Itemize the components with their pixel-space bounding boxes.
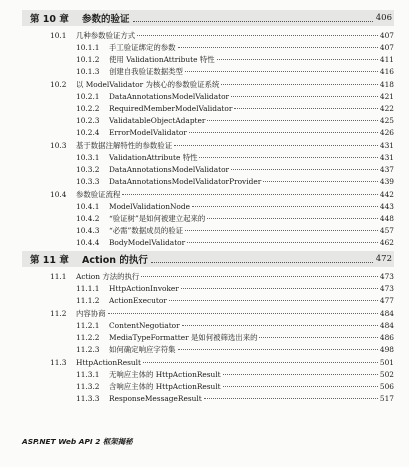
section-title: 几种参数验证方式 bbox=[76, 31, 136, 40]
leader-dots bbox=[181, 288, 378, 289]
page-number: 439 bbox=[379, 177, 394, 186]
page-number: 431 bbox=[379, 153, 394, 162]
leader-dots bbox=[141, 276, 378, 277]
section-title: 参数验证流程 bbox=[76, 190, 121, 199]
leader-dots bbox=[234, 108, 378, 109]
page-number: 431 bbox=[379, 141, 394, 150]
subsection-entry[interactable] bbox=[76, 103, 394, 114]
subsection-number: 10.4.2 bbox=[76, 214, 100, 223]
subsection-number: 10.1.3 bbox=[76, 67, 100, 76]
subsection-number: 10.2.1 bbox=[76, 92, 100, 101]
subsection-number: 11.1.2 bbox=[76, 296, 100, 305]
section-number: 10.1 bbox=[50, 31, 67, 40]
leader-dots bbox=[259, 337, 377, 338]
subsection-entry[interactable] bbox=[76, 295, 394, 306]
subsection-number: 10.2.3 bbox=[76, 116, 100, 125]
subsection-title: 使用 ValidationAttribute 特性 bbox=[109, 55, 215, 64]
subsection-entry[interactable] bbox=[76, 381, 394, 392]
page-number: 462 bbox=[379, 238, 394, 247]
leader-dots bbox=[223, 374, 378, 375]
subsection-number: 11.1.1 bbox=[76, 284, 100, 293]
leader-dots bbox=[207, 120, 377, 121]
section-title: HttpActionResult bbox=[76, 358, 141, 367]
subsection-entry[interactable] bbox=[76, 91, 394, 102]
chapter-page: 406 bbox=[375, 13, 392, 23]
subsection-entry[interactable] bbox=[76, 152, 394, 163]
section-title: Action 方法的执行 bbox=[76, 272, 140, 281]
leader-dots bbox=[178, 47, 378, 48]
page-number: 473 bbox=[379, 284, 394, 293]
chapter-number: 第 11 章 bbox=[30, 255, 69, 266]
section-number: 11.1 bbox=[50, 272, 67, 281]
section-number: 11.3 bbox=[50, 358, 67, 367]
subsection-entry[interactable] bbox=[76, 344, 394, 355]
subsection-number: 10.3.2 bbox=[76, 165, 100, 174]
subsection-entry[interactable] bbox=[76, 54, 394, 65]
subsection-number: 10.2.4 bbox=[76, 128, 100, 137]
chapter-heading bbox=[22, 10, 394, 26]
subsection-entry[interactable] bbox=[76, 237, 394, 248]
subsection-entry[interactable] bbox=[76, 393, 394, 404]
leader-dots bbox=[143, 362, 378, 363]
page-number: 484 bbox=[379, 309, 394, 318]
subsection-entry[interactable] bbox=[76, 164, 394, 175]
chapter-title: Action 的执行 bbox=[82, 255, 148, 266]
subsection-title: “验证树”是如何被建立起来的 bbox=[109, 214, 206, 223]
section-number: 11.2 bbox=[50, 309, 67, 318]
leader-dots bbox=[223, 386, 378, 387]
page-number: 473 bbox=[379, 272, 394, 281]
leader-dots bbox=[182, 325, 378, 326]
subsection-title: ActionExecutor bbox=[109, 296, 167, 305]
subsection-entry[interactable] bbox=[76, 332, 394, 343]
page-number: 437 bbox=[379, 165, 394, 174]
page-number: 407 bbox=[379, 43, 394, 52]
leader-dots bbox=[217, 59, 378, 60]
subsection-title: 无响应主体的 HttpActionResult bbox=[109, 370, 221, 379]
subsection-entry[interactable] bbox=[76, 283, 394, 294]
subsection-title: 创建自我验证数据类型 bbox=[109, 67, 183, 76]
subsection-title: DataAnnotationsModelValidator bbox=[109, 165, 230, 174]
page-number: 501 bbox=[379, 358, 394, 367]
subsection-title: MediaTypeFormatter 是如何被筛选出来的 bbox=[109, 333, 258, 342]
section-title: 以 ModelValidator 为核心的参数验证系统 bbox=[76, 80, 220, 89]
subsection-title: “必需”数据成员的验证 bbox=[109, 226, 184, 235]
subsection-number: 11.2.2 bbox=[76, 333, 100, 342]
leader-dots bbox=[122, 194, 378, 195]
subsection-number: 11.3.1 bbox=[76, 370, 100, 379]
leader-dots bbox=[185, 71, 378, 72]
subsection-number: 10.4.1 bbox=[76, 202, 100, 211]
leader-dots bbox=[231, 169, 378, 170]
page-number: 418 bbox=[379, 80, 394, 89]
subsection-title: BodyModelValidator bbox=[109, 238, 186, 247]
subsection-number: 11.2.3 bbox=[76, 345, 100, 354]
leader-dots bbox=[108, 313, 378, 314]
page-number: 443 bbox=[379, 202, 394, 211]
subsection-title: ValidatableObjectAdapter bbox=[109, 116, 206, 125]
leader-dots bbox=[185, 230, 378, 231]
page-number: 457 bbox=[379, 226, 394, 235]
subsection-number: 10.1.2 bbox=[76, 55, 100, 64]
page-number: 517 bbox=[379, 394, 394, 403]
section-entry[interactable] bbox=[50, 357, 394, 368]
subsection-number: 11.3.2 bbox=[76, 382, 100, 391]
chapter-title: 参数的验证 bbox=[82, 14, 130, 25]
leader-dots bbox=[263, 181, 378, 182]
leader-dots bbox=[207, 218, 378, 219]
leader-dots bbox=[221, 84, 378, 85]
subsection-entry[interactable] bbox=[76, 320, 394, 331]
subsection-number: 10.2.2 bbox=[76, 104, 100, 113]
chapter-heading bbox=[22, 251, 394, 267]
subsection-number: 10.3.1 bbox=[76, 153, 100, 162]
subsection-entry[interactable] bbox=[76, 176, 394, 187]
subsection-entry[interactable] bbox=[76, 213, 394, 224]
page-number: 486 bbox=[379, 333, 394, 342]
subsection-number: 10.1.1 bbox=[76, 43, 100, 52]
leader-dots bbox=[204, 398, 378, 399]
subsection-title: ErrorModelValidator bbox=[109, 128, 187, 137]
leader-dots bbox=[178, 349, 378, 350]
subsection-entry[interactable] bbox=[76, 201, 394, 212]
subsection-title: DataAnnotationsModelValidator bbox=[109, 92, 230, 101]
page-number: 411 bbox=[379, 55, 394, 64]
subsection-number: 10.3.3 bbox=[76, 177, 100, 186]
section-title: 基于数据注解特性的参数验证 bbox=[76, 141, 173, 150]
section-entry[interactable] bbox=[50, 140, 394, 151]
page-number: 426 bbox=[379, 128, 394, 137]
page-number: 502 bbox=[379, 370, 394, 379]
subsection-title: ValidationAttribute 特性 bbox=[109, 153, 198, 162]
subsection-number: 11.3.3 bbox=[76, 394, 100, 403]
section-title: 内容协商 bbox=[76, 309, 106, 318]
page-number: 422 bbox=[379, 104, 394, 113]
page-number: 484 bbox=[379, 321, 394, 330]
section-entry[interactable] bbox=[50, 308, 394, 319]
subsection-title: 含响应主体的 HttpActionResult bbox=[109, 382, 221, 391]
leader-dots bbox=[189, 132, 378, 133]
subsection-entry[interactable] bbox=[76, 66, 394, 77]
subsection-title: RequiredMemberModelValidator bbox=[109, 104, 233, 113]
subsection-entry[interactable] bbox=[76, 115, 394, 126]
leader-dots bbox=[133, 15, 373, 22]
page-number: 498 bbox=[379, 345, 394, 354]
page-number: 477 bbox=[379, 296, 394, 305]
subsection-title: ModelValidationNode bbox=[109, 202, 190, 211]
section-entry[interactable] bbox=[50, 271, 394, 282]
leader-dots bbox=[199, 157, 377, 158]
page-number: 416 bbox=[379, 67, 394, 76]
subsection-entry[interactable] bbox=[76, 225, 394, 236]
section-number: 10.2 bbox=[50, 80, 67, 89]
leader-dots bbox=[169, 300, 378, 301]
page-number: 506 bbox=[379, 382, 394, 391]
subsection-title: 手工验证绑定的参数 bbox=[109, 43, 176, 52]
chapter-page: 472 bbox=[375, 254, 392, 264]
leader-dots bbox=[187, 242, 378, 243]
page-number: 407 bbox=[379, 31, 394, 40]
section-number: 10.4 bbox=[50, 190, 67, 199]
page-number: 448 bbox=[379, 214, 394, 223]
leader-dots bbox=[137, 35, 378, 36]
subsection-title: ResponseMessageResult bbox=[109, 394, 202, 403]
subsection-title: 如何确定响应字符集 bbox=[109, 345, 176, 354]
leader-dots bbox=[174, 145, 378, 146]
subsection-number: 11.2.1 bbox=[76, 321, 100, 330]
section-entry[interactable] bbox=[50, 30, 394, 41]
leader-dots bbox=[231, 96, 378, 97]
subsection-title: ContentNegotiator bbox=[109, 321, 180, 330]
subsection-number: 10.4.4 bbox=[76, 238, 100, 247]
chapter-number: 第 10 章 bbox=[30, 14, 69, 25]
subsection-title: HttpActionInvoker bbox=[109, 284, 179, 293]
page-number: 442 bbox=[379, 190, 394, 199]
subsection-title: DataAnnotationsModelValidatorProvider bbox=[109, 177, 262, 186]
subsection-number: 10.4.3 bbox=[76, 226, 100, 235]
subsection-entry[interactable] bbox=[76, 127, 394, 138]
section-entry[interactable] bbox=[50, 79, 394, 90]
section-number: 10.3 bbox=[50, 141, 67, 150]
page-number: 425 bbox=[379, 116, 394, 125]
subsection-entry[interactable] bbox=[76, 369, 394, 380]
leader-dots bbox=[151, 256, 373, 263]
page-number: 421 bbox=[379, 92, 394, 101]
book-title-footer: ASP.NET Web API 2 框架揭秘 bbox=[22, 437, 133, 446]
subsection-entry[interactable] bbox=[76, 42, 394, 53]
leader-dots bbox=[192, 206, 378, 207]
section-entry[interactable] bbox=[50, 189, 394, 200]
